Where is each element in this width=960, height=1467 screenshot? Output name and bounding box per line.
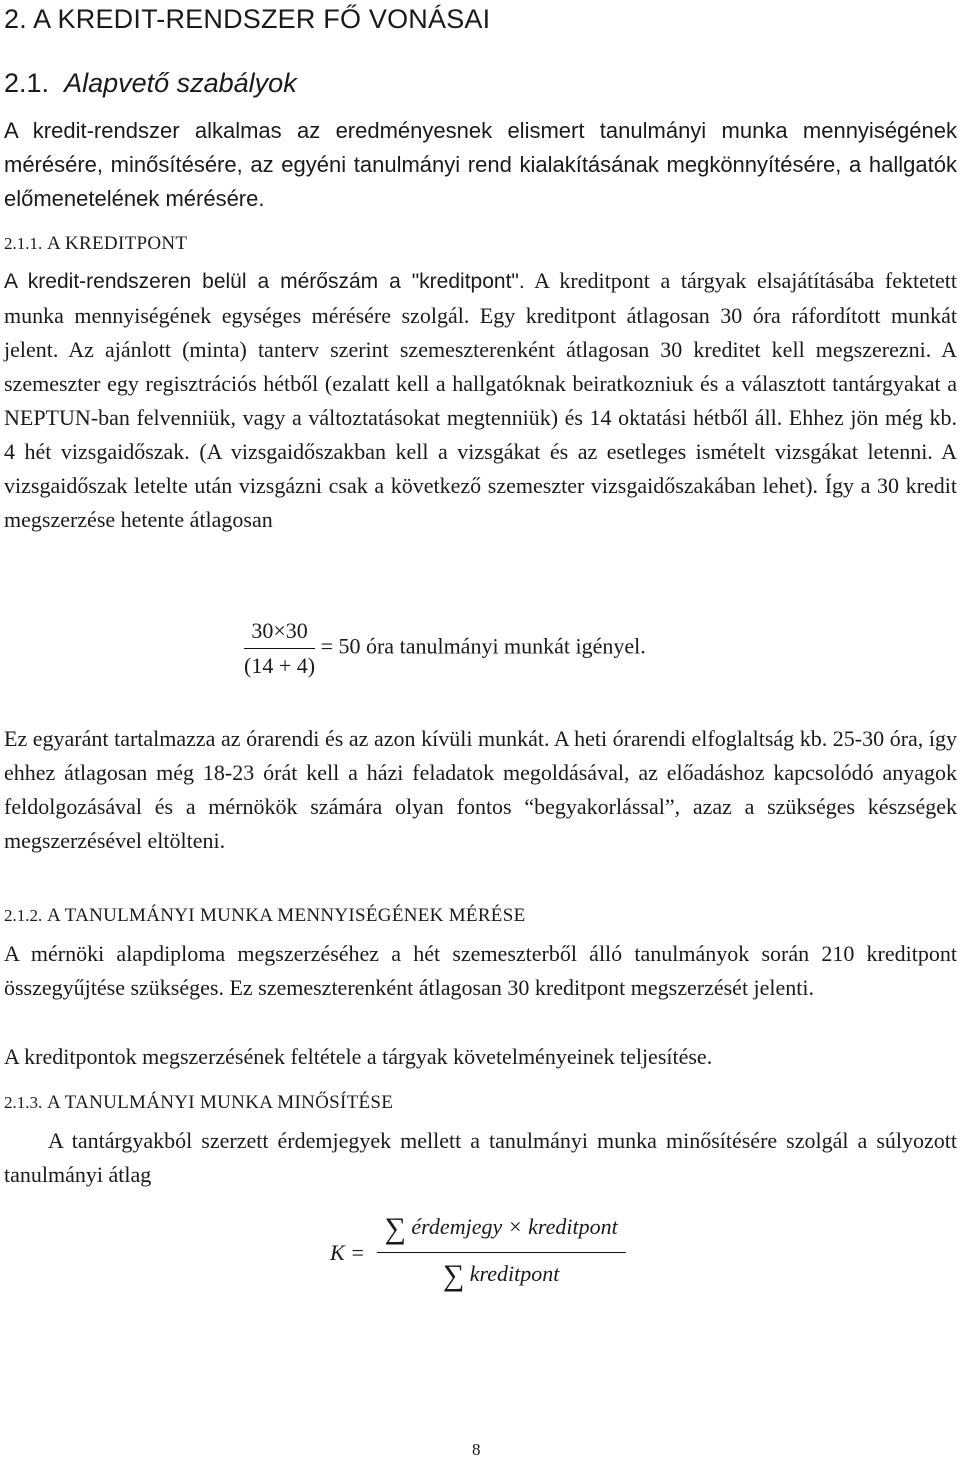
section-heading	[4, 68, 297, 99]
intro-text: A kredit-rendszer alkalmas az eredményesnek elismert tanulmányi munka mennyiségének mérésére, minősítésére, az egyéni tanulmányi rend kialakításának megkönnyítésére, a hallgatók előmenetelének mérésére.	[4, 118, 957, 211]
sum-symbol-denominator: ∑	[442, 1259, 465, 1292]
chapter-heading: 2. A KREDIT-RENDSZER FŐ VONÁSAI	[4, 4, 491, 34]
kreditpont-body: A kreditpont a tárgyak elsajátításába fektetett munka mennyiségének egységes mérésére szolgál. Egy kreditpont átlagosan 30 óra ráfordított munkát jelent. Az ajánlott (minta) tanterv szerint szemeszterenként átlagosan 30 kreditet kell megszerezni. A szemeszter egy regisztrációs hétből (ezalatt kell a hallgatóknak beiratkozniuk és a választott tantárgyakat a NEPTUN-ban felvenniük, vagy a változtatásokat megtenniük) és 14 oktatási hétből áll. Ehhez jön még kb. 4 hét vizsgaidőszak. (A vizsgaidőszakban kell a vizsgákat és az esetleges ismételt vizsgákat letenni. A vizsgaidőszak letelte után vizsgázni csak a következő szemeszter vizsgaidőszakában lehet). Így a 30 kredit megszerzése hetente átlagosan	[4, 268, 957, 532]
weighted-denominator: ∑ kreditpont	[442, 1259, 560, 1292]
fraction-denominator: (14 + 4)	[244, 653, 316, 678]
intro-paragraph	[4, 114, 957, 216]
page-number: 8	[472, 1440, 481, 1459]
sum-symbol: ∑	[384, 1212, 406, 1245]
fraction-numerator: 30×30	[244, 618, 315, 649]
subsection-heading-2-1-2: 2.1.2. A TANULMÁNYI MUNKA MENNYISÉGÉNEK MÉRÉSE	[4, 905, 526, 926]
after-formula-paragraph	[4, 722, 957, 858]
fraction	[244, 618, 315, 679]
after-formula-text: Ez egyaránt tartalmazza az órarendi és az azon kívüli munkát. A heti órarendi elfoglaltság kb. 25-30 óra, így ehhez átlagosan még 18-23 órát kell a házi feladatok megoldásával, az előadáshoz kapcsolódó anyagok feldolgozásával és a mérnökök számára olyan fontos “begyakorlással”, azaz a szükséges készségek megszerzésével eltölteni.	[4, 726, 957, 853]
text-2-1-2-b: A kreditpontok megszerzésének feltétele a tárgyak követelményeinek teljesítése.	[4, 1044, 713, 1069]
text-2-1-2-a: A mérnöki alapdiploma megszerzéséhez a hét szemeszterből álló tanulmányok során 210 kreditpont összegyűjtése szükséges. Ez szemeszterenként átlagosan 30 kreditpont megszerzését jelenti.	[4, 941, 957, 1000]
section-title: Alapvető szabályok	[64, 68, 297, 98]
paragraph-2-1-2-a	[4, 937, 957, 1005]
text-2-1-3: A tantárgyakból szerzett érdemjegyek mellett a tanulmányi munka minősítésére szolgál a súlyozott tanulmányi átlag	[4, 1128, 957, 1187]
subsection-heading-2-1-1: 2.1.1. A KREDITPONT	[4, 233, 188, 254]
kreditpont-paragraph	[4, 264, 957, 537]
subsection-heading-2-1-3: 2.1.3. A TANULMÁNYI MUNKA MINŐSÍTÉSE	[4, 1092, 394, 1113]
formula-tail: óra tanulmányi munkát igényel.	[365, 633, 646, 659]
weighted-fraction	[377, 1212, 626, 1293]
formula-weekly-hours	[244, 618, 646, 679]
formula-lhs: K =	[330, 1239, 366, 1265]
formula-result: = 50	[320, 633, 361, 659]
paragraph-2-1-3	[4, 1124, 957, 1192]
kreditpont-lead: A kredit-rendszeren belül a mérőszám a "kreditpont".	[4, 270, 525, 293]
weighted-numerator: ∑ érdemjegy × kreditpont	[377, 1212, 626, 1253]
formula-weighted-average	[330, 1212, 626, 1293]
section-number: 2.1.	[4, 68, 50, 98]
paragraph-2-1-2-b	[4, 1040, 957, 1074]
